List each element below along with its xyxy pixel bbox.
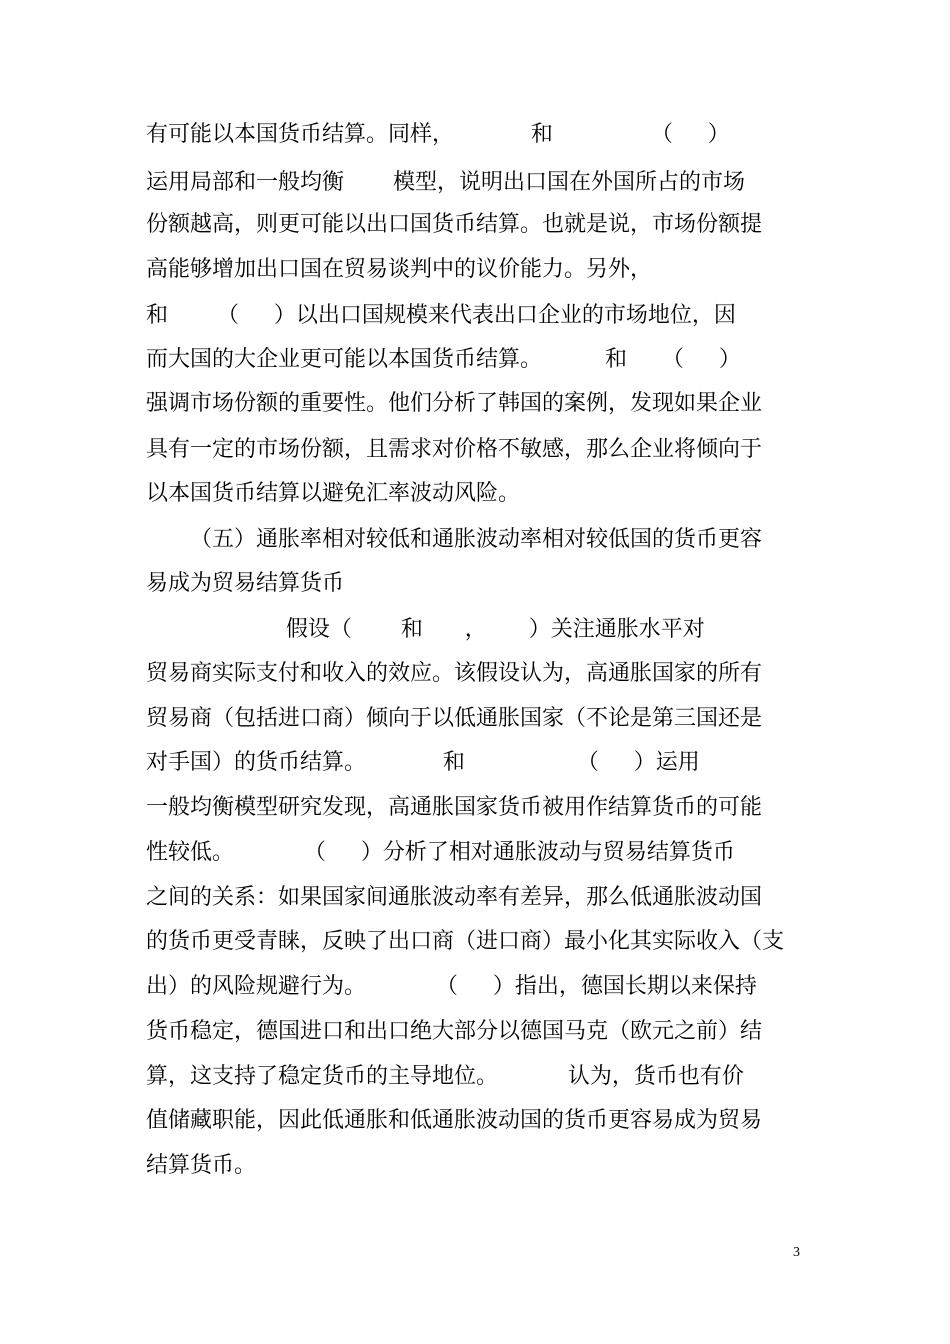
text-line: 份额越高，则更可能以出口国货币结算。也就是说，市场份额提 — [146, 212, 763, 237]
text-line: 性较低。 （ ）分析了相对通胀波动与贸易结算货币 — [146, 840, 735, 865]
text-line: 值储藏职能，因此低通胀和低通胀波动国的货币更容易成为贸易 — [146, 1108, 763, 1133]
section-heading-continued: 易成为贸易结算货币 — [146, 571, 345, 596]
text-line: 有可能以本国货币结算。同样， 和 （ ） — [146, 122, 730, 147]
text-line: 而大国的大企业更可能以本国货币结算。 和 （ ） — [146, 347, 741, 372]
page-number: 3 — [793, 1245, 800, 1260]
text-line: 货币稳定，德国进口和出口绝大部分以德国马克（欧元之前）结 — [146, 1019, 763, 1044]
text-line: 之间的关系：如果国家间通胀波动率有差异，那么低通胀波动国 — [146, 885, 763, 910]
text-line: 高能够增加出口国在贸易谈判中的议价能力。另外， — [146, 257, 653, 282]
text-line: 对手国）的货币结算。 和 （ ）运用 — [146, 750, 700, 775]
text-line: 的货币更受青睐，反映了出口商（进口商）最小化其实际收入（支 — [146, 929, 785, 954]
text-line: 假设（ 和 ， ）关注通胀水平对 — [146, 617, 705, 642]
text-line: 以本国货币结算以避免汇率波动风险。 — [146, 481, 521, 506]
text-line: 一般均衡模型研究发现，高通胀国家货币被用作结算货币的可能 — [146, 795, 763, 820]
text-line: 强调市场份额的重要性。他们分析了韩国的案例，发现如果企业 — [146, 391, 763, 416]
text-line: 具有一定的市场份额，且需求对价格不敏感，那么企业将倾向于 — [146, 437, 763, 462]
text-line: 贸易商（包括进口商）倾向于以低通胀国家（不论是第三国还是 — [146, 706, 763, 731]
text-line: 算，这支持了稳定货币的主导地位。 认为，货币也有价 — [146, 1064, 744, 1089]
section-heading: （五）通胀率相对较低和通胀波动率相对较低国的货币更容 — [190, 527, 763, 552]
text-line: 出）的风险规避行为。 （ ）指出，德国长期以来保持 — [146, 974, 757, 999]
text-line: 和 （ ）以出口国规模来代表出口企业的市场地位，因 — [146, 303, 736, 328]
text-line: 运用局部和一般均衡 模型，说明出口国在外国所占的市场 — [146, 170, 745, 195]
text-line: 结算货币。 — [146, 1153, 257, 1178]
text-line: 贸易商实际支付和收入的效应。该假设认为，高通胀国家的所有 — [146, 661, 763, 686]
